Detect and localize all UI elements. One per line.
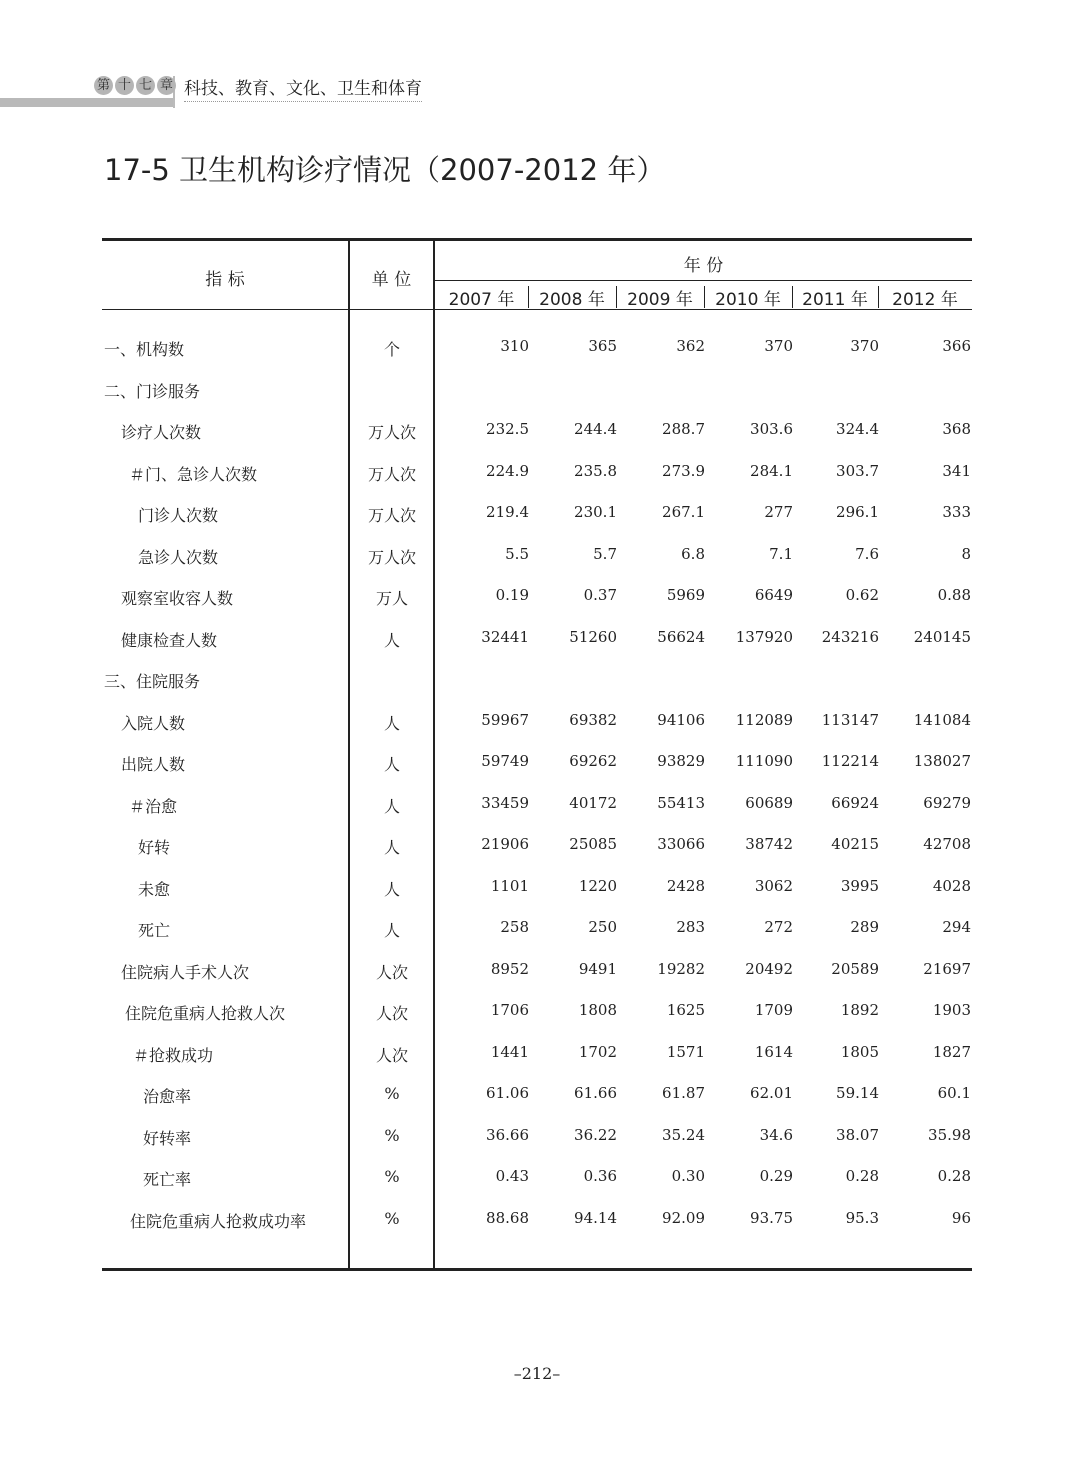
cell-value: 21906 — [481, 835, 529, 853]
cell-value: 232.5 — [486, 420, 529, 438]
header-year: 2010 年 — [715, 290, 781, 310]
table-row — [102, 420, 972, 450]
cell-value: 288.7 — [662, 420, 705, 438]
row-label: 好转率 — [143, 1128, 192, 1148]
cell-value: 7.1 — [769, 544, 793, 563]
cell-value: 6649 — [754, 586, 793, 604]
cell-value: 244.4 — [574, 420, 617, 438]
table-row — [102, 1209, 972, 1239]
row-unit: 万人次 — [367, 464, 416, 484]
row-label: 住院危重病人抢救成功率 — [130, 1211, 307, 1231]
cell-value: 5.5 — [505, 544, 529, 563]
table-row — [102, 628, 972, 658]
year-divider — [878, 286, 879, 308]
row-unit: 人 — [383, 796, 400, 816]
cell-value: 224.9 — [486, 461, 529, 480]
cell-value: 303.6 — [750, 420, 793, 438]
cell-value: 69262 — [569, 752, 617, 770]
row-unit: 人 — [383, 838, 400, 857]
cell-value: 324.4 — [836, 420, 879, 438]
cell-value: 1101 — [490, 876, 529, 895]
cell-value: 5969 — [666, 586, 705, 604]
row-label: 治愈率 — [143, 1087, 192, 1106]
cell-value: 1706 — [490, 1001, 529, 1019]
cell-value: 243216 — [821, 627, 879, 646]
cell-value: 9491 — [578, 959, 617, 978]
cell-value: 370 — [764, 337, 793, 355]
row-unit: 万人次 — [367, 547, 416, 567]
chapter-char: 章 — [157, 76, 176, 95]
cell-value: 36.66 — [486, 1125, 529, 1144]
cell-value: 289 — [850, 918, 879, 936]
row-label: ＃抢救成功 — [133, 1045, 214, 1065]
cell-value: 296.1 — [836, 503, 879, 521]
cell-value: 284.1 — [750, 461, 793, 480]
table-row — [102, 1167, 972, 1197]
row-label: 健康检查人数 — [121, 630, 218, 650]
row-label: 二、门诊服务 — [104, 381, 201, 401]
cell-value: 25085 — [569, 835, 617, 853]
row-unit: 万人 — [375, 589, 408, 608]
year-divider — [616, 286, 617, 308]
cell-value: 38.07 — [836, 1125, 879, 1144]
cell-value: 1892 — [840, 1001, 879, 1019]
cell-value: 272 — [764, 918, 793, 936]
cell-value: 42708 — [923, 835, 971, 853]
row-unit: % — [384, 1208, 400, 1228]
row-unit: 人 — [383, 921, 400, 940]
cell-value: 250 — [588, 918, 617, 936]
cell-value: 7.6 — [855, 544, 879, 563]
cell-value: 1571 — [666, 1042, 705, 1061]
cell-value: 8 — [961, 544, 971, 563]
table-row — [102, 794, 972, 824]
row-unit: % — [384, 1167, 400, 1186]
row-label: 出院人数 — [121, 755, 186, 774]
cell-value: 310 — [500, 337, 529, 355]
cell-value: 3995 — [840, 876, 879, 895]
cell-value: 368 — [942, 420, 971, 438]
cell-value: 1220 — [578, 876, 617, 895]
header-year: 2009 年 — [627, 290, 693, 310]
table-row — [102, 545, 972, 575]
header-year: 2008 年 — [539, 290, 605, 310]
cell-value: 60689 — [745, 793, 793, 812]
table-row — [102, 960, 972, 990]
cell-value: 258 — [500, 918, 529, 936]
year-divider — [528, 286, 529, 308]
cell-value: 365 — [588, 337, 617, 355]
row-label: 一、机构数 — [104, 340, 185, 359]
header-year-group: 年 份 — [683, 256, 724, 276]
cell-value: 61.06 — [486, 1084, 529, 1102]
cell-value: 8952 — [490, 959, 529, 978]
cell-value: 38742 — [745, 835, 793, 853]
header-year: 2011 年 — [802, 290, 868, 310]
cell-value: 240145 — [913, 627, 971, 646]
cell-value: 40172 — [569, 793, 617, 812]
cell-value: 219.4 — [486, 503, 529, 521]
cell-value: 0.62 — [845, 586, 879, 604]
cell-value: 277 — [764, 503, 793, 521]
row-unit: 人次 — [375, 1045, 408, 1065]
cell-value: 35.98 — [928, 1125, 971, 1144]
cell-value: 0.28 — [845, 1167, 879, 1185]
cell-value: 235.8 — [574, 461, 617, 480]
cell-value: 2428 — [666, 876, 705, 895]
cell-value: 6.8 — [681, 544, 705, 563]
table-row — [102, 379, 972, 409]
cell-value: 1903 — [932, 1001, 971, 1019]
cell-value: 34.6 — [759, 1125, 793, 1144]
page-number: –212– — [513, 1364, 561, 1383]
cell-value: 19282 — [657, 959, 705, 978]
table-row — [102, 877, 972, 907]
cell-value: 141084 — [913, 710, 971, 729]
chapter-badge — [94, 76, 176, 95]
year-divider — [704, 286, 705, 308]
cell-value: 283 — [676, 918, 705, 936]
chapter-char: 第 — [94, 76, 113, 95]
row-label: 门诊人次数 — [138, 506, 219, 525]
cell-value: 112089 — [735, 710, 793, 729]
cell-value: 267.1 — [662, 503, 705, 521]
cell-value: 138027 — [913, 752, 971, 770]
cell-value: 59.14 — [836, 1084, 879, 1102]
table-row — [102, 1084, 972, 1114]
cell-value: 137920 — [735, 627, 793, 646]
cell-value: 56624 — [657, 627, 705, 646]
cell-value: 230.1 — [574, 503, 617, 521]
header-rule — [434, 280, 972, 281]
cell-value: 303.7 — [836, 461, 879, 480]
row-label: ＃门、急诊人次数 — [129, 464, 258, 484]
cell-value: 69382 — [569, 710, 617, 729]
row-unit: 人 — [383, 755, 400, 774]
table-row — [102, 918, 972, 948]
cell-value: 60.1 — [937, 1084, 971, 1102]
cell-value: 66924 — [831, 793, 879, 812]
chapter-char: 十 — [115, 76, 134, 95]
cell-value: 33066 — [657, 835, 705, 853]
cell-value: 21697 — [923, 959, 971, 978]
cell-value: 20589 — [831, 959, 879, 978]
cell-value: 55413 — [657, 793, 705, 812]
table-row — [102, 669, 972, 699]
cell-value: 32441 — [481, 627, 529, 646]
table-row — [102, 835, 972, 865]
cell-value: 94106 — [657, 710, 705, 729]
cell-value: 1808 — [578, 1001, 617, 1019]
table-title: 17-5 卫生机构诊疗情况（2007-2012 年） — [104, 153, 666, 187]
cell-value: 370 — [850, 337, 879, 355]
cell-value: 0.30 — [671, 1167, 705, 1185]
cell-value: 69279 — [923, 793, 971, 812]
row-label: 死亡率 — [143, 1170, 192, 1189]
cell-value: 294 — [942, 918, 971, 936]
cell-value: 333 — [942, 503, 971, 521]
cell-value: 366 — [942, 337, 971, 355]
cell-value: 0.28 — [937, 1167, 971, 1185]
row-unit: 万人次 — [367, 506, 416, 525]
cell-value: 0.88 — [937, 586, 971, 604]
header-indicator: 指 标 — [205, 270, 245, 290]
row-label: 未愈 — [138, 879, 171, 899]
row-unit: 个 — [383, 340, 400, 359]
cell-value: 0.19 — [495, 586, 529, 604]
cell-value: 3062 — [754, 876, 793, 895]
cell-value: 20492 — [745, 959, 793, 978]
header-year: 2012 年 — [892, 290, 958, 310]
row-label: 死亡 — [138, 921, 171, 940]
row-label: 三、住院服务 — [104, 672, 201, 691]
chapter-char: 七 — [136, 76, 155, 95]
cell-value: 62.01 — [750, 1084, 793, 1102]
table-row — [102, 337, 972, 367]
table-row — [102, 711, 972, 741]
cell-value: 1709 — [754, 1001, 793, 1019]
header-unit: 单 位 — [371, 270, 412, 290]
cell-value: 0.43 — [495, 1167, 529, 1185]
table-row — [102, 1001, 972, 1031]
cell-value: 61.87 — [662, 1084, 705, 1102]
row-label: 住院病人手术人次 — [121, 962, 250, 982]
section-title: 科技、教育、文化、卫生和体育 — [184, 74, 422, 102]
cell-value: 0.37 — [583, 586, 617, 604]
row-unit: 人 — [383, 713, 400, 733]
cell-value: 111090 — [735, 752, 793, 770]
cell-value: 96 — [951, 1208, 971, 1227]
table-row — [102, 1126, 972, 1156]
cell-value: 341 — [942, 461, 971, 480]
row-unit: 人 — [383, 630, 400, 650]
row-unit: 人次 — [375, 1004, 408, 1023]
row-label: ＃治愈 — [129, 796, 178, 816]
cell-value: 59967 — [481, 710, 529, 729]
row-label: 好转 — [138, 838, 171, 857]
cell-value: 93829 — [657, 752, 705, 770]
cell-value: 0.29 — [759, 1167, 793, 1185]
cell-value: 1827 — [932, 1042, 971, 1061]
table-row — [102, 1043, 972, 1073]
cell-value: 59749 — [481, 752, 529, 770]
cell-value: 1625 — [666, 1001, 705, 1019]
row-unit: 万人次 — [367, 423, 416, 442]
row-label: 住院危重病人抢救人次 — [125, 1004, 286, 1023]
table-row — [102, 503, 972, 533]
row-unit: % — [384, 1084, 400, 1103]
cell-value: 4028 — [932, 876, 971, 895]
cell-value: 93.75 — [750, 1208, 793, 1227]
cell-value: 61.66 — [574, 1084, 617, 1102]
cell-value: 362 — [676, 337, 705, 355]
cell-value: 35.24 — [662, 1125, 705, 1144]
row-unit: 人次 — [375, 962, 408, 982]
row-label: 入院人数 — [121, 713, 186, 733]
cell-value: 88.68 — [486, 1208, 529, 1227]
row-label: 诊疗人次数 — [121, 423, 202, 442]
header-bar — [0, 98, 173, 107]
cell-value: 1614 — [754, 1042, 793, 1061]
row-unit: 人 — [383, 879, 400, 899]
cell-value: 1702 — [578, 1042, 617, 1061]
cell-value: 51260 — [569, 627, 617, 646]
cell-value: 1805 — [840, 1042, 879, 1061]
row-unit: % — [384, 1125, 400, 1145]
cell-value: 273.9 — [662, 461, 705, 480]
table-row — [102, 752, 972, 782]
table-row — [102, 462, 972, 492]
cell-value: 112214 — [821, 752, 879, 770]
cell-value: 36.22 — [574, 1125, 617, 1144]
cell-value: 40215 — [831, 835, 879, 853]
cell-value: 113147 — [821, 710, 879, 729]
header-year: 2007 年 — [448, 290, 515, 310]
cell-value: 0.36 — [583, 1167, 617, 1185]
cell-value: 92.09 — [662, 1208, 705, 1227]
row-label: 观察室收容人数 — [121, 589, 234, 608]
cell-value: 95.3 — [845, 1208, 879, 1227]
cell-value: 33459 — [481, 793, 529, 812]
cell-value: 5.7 — [593, 544, 617, 563]
row-label: 急诊人次数 — [138, 547, 219, 567]
cell-value: 1441 — [490, 1042, 529, 1061]
cell-value: 94.14 — [574, 1208, 617, 1227]
year-divider — [792, 286, 793, 308]
table-row — [102, 586, 972, 616]
statistics-table — [102, 238, 972, 1271]
